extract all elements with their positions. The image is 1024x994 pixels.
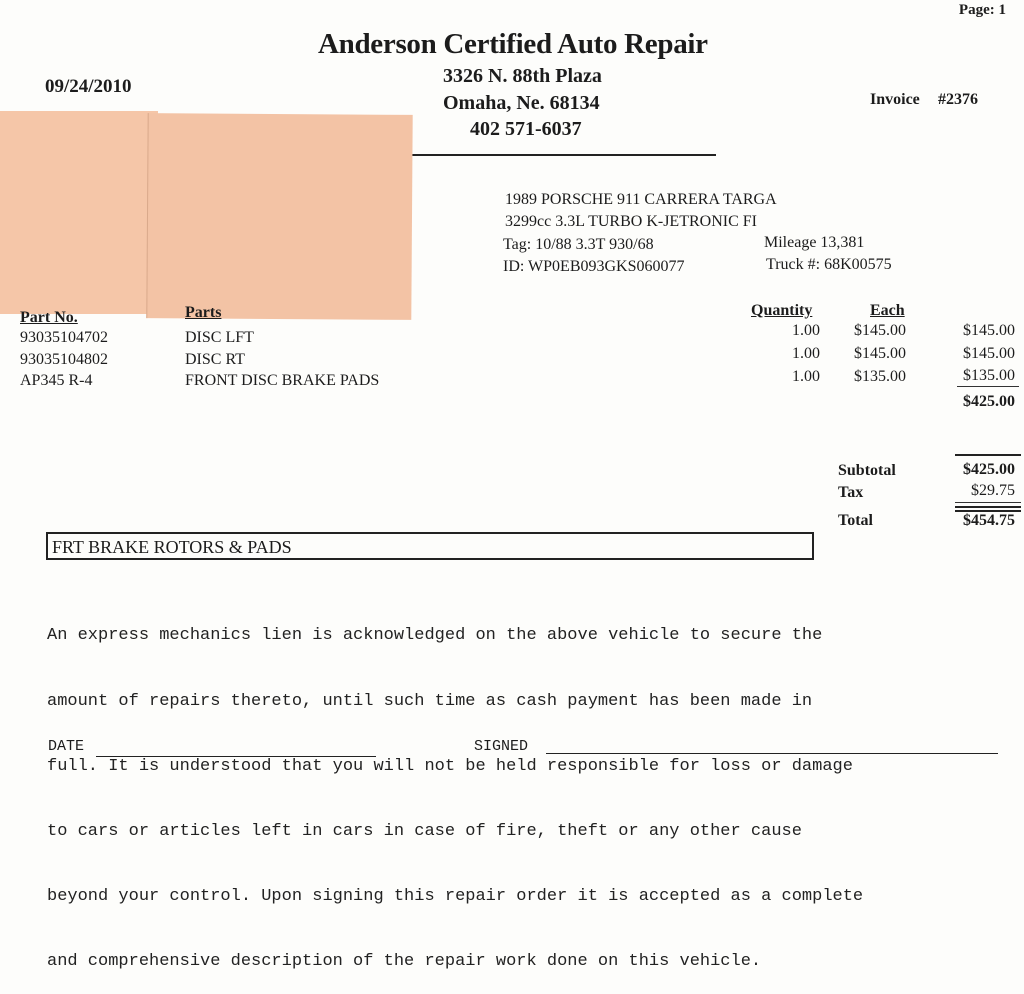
- vehicle-tag: Tag: 10/88 3.3T 930/68: [503, 236, 654, 253]
- part-description: DISC RT: [185, 351, 245, 368]
- redaction-sticky-note: [0, 111, 158, 314]
- work-description-box: [46, 532, 814, 560]
- lien-line: An express mechanics lien is acknowledged on the above vehicle to secure the: [47, 626, 823, 646]
- signature-line[interactable]: [546, 753, 998, 754]
- lien-line: full. It is understood that you will not be held responsible for loss or damage: [47, 756, 853, 776]
- subtotal-value: $425.00: [963, 461, 1015, 478]
- invoice-date: 09/24/2010: [45, 76, 132, 97]
- lien-line: to cars or articles left in cars in case of fire, theft or any other cause: [47, 821, 802, 841]
- vehicle-model: 1989 PORSCHE 911 CARRERA TARGA: [505, 191, 777, 208]
- total-label: Total: [838, 512, 873, 529]
- date-label: DATE: [48, 738, 85, 755]
- date-signature-line[interactable]: [96, 756, 376, 757]
- quantity: 1.00: [792, 368, 820, 385]
- column-header-each: Each: [870, 302, 905, 319]
- vehicle-mileage: Mileage 13,381: [764, 234, 865, 251]
- parts-total: $425.00: [963, 393, 1015, 410]
- total-value: $454.75: [963, 512, 1015, 529]
- unit-price: $145.00: [854, 322, 906, 339]
- invoice-number: #2376: [938, 91, 978, 108]
- signed-label: SIGNED: [474, 738, 529, 755]
- tax-value: $29.75: [971, 482, 1015, 499]
- part-number: AP345 R-4: [20, 372, 93, 389]
- tax-underline: [955, 502, 1021, 503]
- line-amount: $135.00: [963, 367, 1015, 384]
- shop-name: Anderson Certified Auto Repair: [318, 28, 708, 60]
- redaction-sticky-note: [146, 113, 412, 320]
- line-amount: $145.00: [963, 345, 1015, 362]
- column-header-parts: Parts: [185, 304, 222, 321]
- lien-line: beyond your control. Upon signing this repair order it is accepted as a complete: [47, 886, 864, 906]
- column-header-part-no: Part No.: [20, 309, 78, 326]
- shop-phone: 402 571-6037: [470, 118, 582, 140]
- subtotal-rule: [955, 454, 1021, 456]
- work-description: FRT BRAKE ROTORS & PADS: [52, 537, 292, 557]
- amount-underline: [957, 386, 1019, 387]
- lien-line: amount of repairs thereto, until such time as cash payment has been made in: [47, 691, 813, 711]
- column-header-quantity: Quantity: [751, 302, 813, 319]
- unit-price: $135.00: [854, 368, 906, 385]
- vehicle-vin: ID: WP0EB093GKS060077: [503, 258, 685, 275]
- unit-price: $145.00: [854, 345, 906, 362]
- part-description: DISC LFT: [185, 329, 254, 346]
- tax-label: Tax: [838, 484, 864, 501]
- line-amount: $145.00: [963, 322, 1015, 339]
- subtotal-label: Subtotal: [838, 462, 896, 479]
- vehicle-truck-number: Truck #: 68K00575: [766, 256, 892, 273]
- part-number: 93035104802: [20, 351, 108, 368]
- page-number: Page: 1: [958, 2, 1006, 18]
- part-description: FRONT DISC BRAKE PADS: [185, 372, 380, 389]
- shop-city: Omaha, Ne. 68134: [443, 92, 600, 114]
- vehicle-engine: 3299cc 3.3L TURBO K-JETRONIC FI: [505, 213, 757, 230]
- part-number: 93035104702: [20, 329, 108, 346]
- invoice-label: Invoice: [870, 91, 920, 108]
- quantity: 1.00: [792, 345, 820, 362]
- quantity: 1.00: [792, 322, 820, 339]
- shop-street: 3326 N. 88th Plaza: [443, 65, 602, 87]
- lien-statement: [47, 582, 1022, 994]
- total-double-rule: [955, 506, 1021, 508]
- lien-line: and comprehensive description of the repair work done on this vehicle.: [47, 951, 762, 971]
- header-divider: [412, 154, 716, 156]
